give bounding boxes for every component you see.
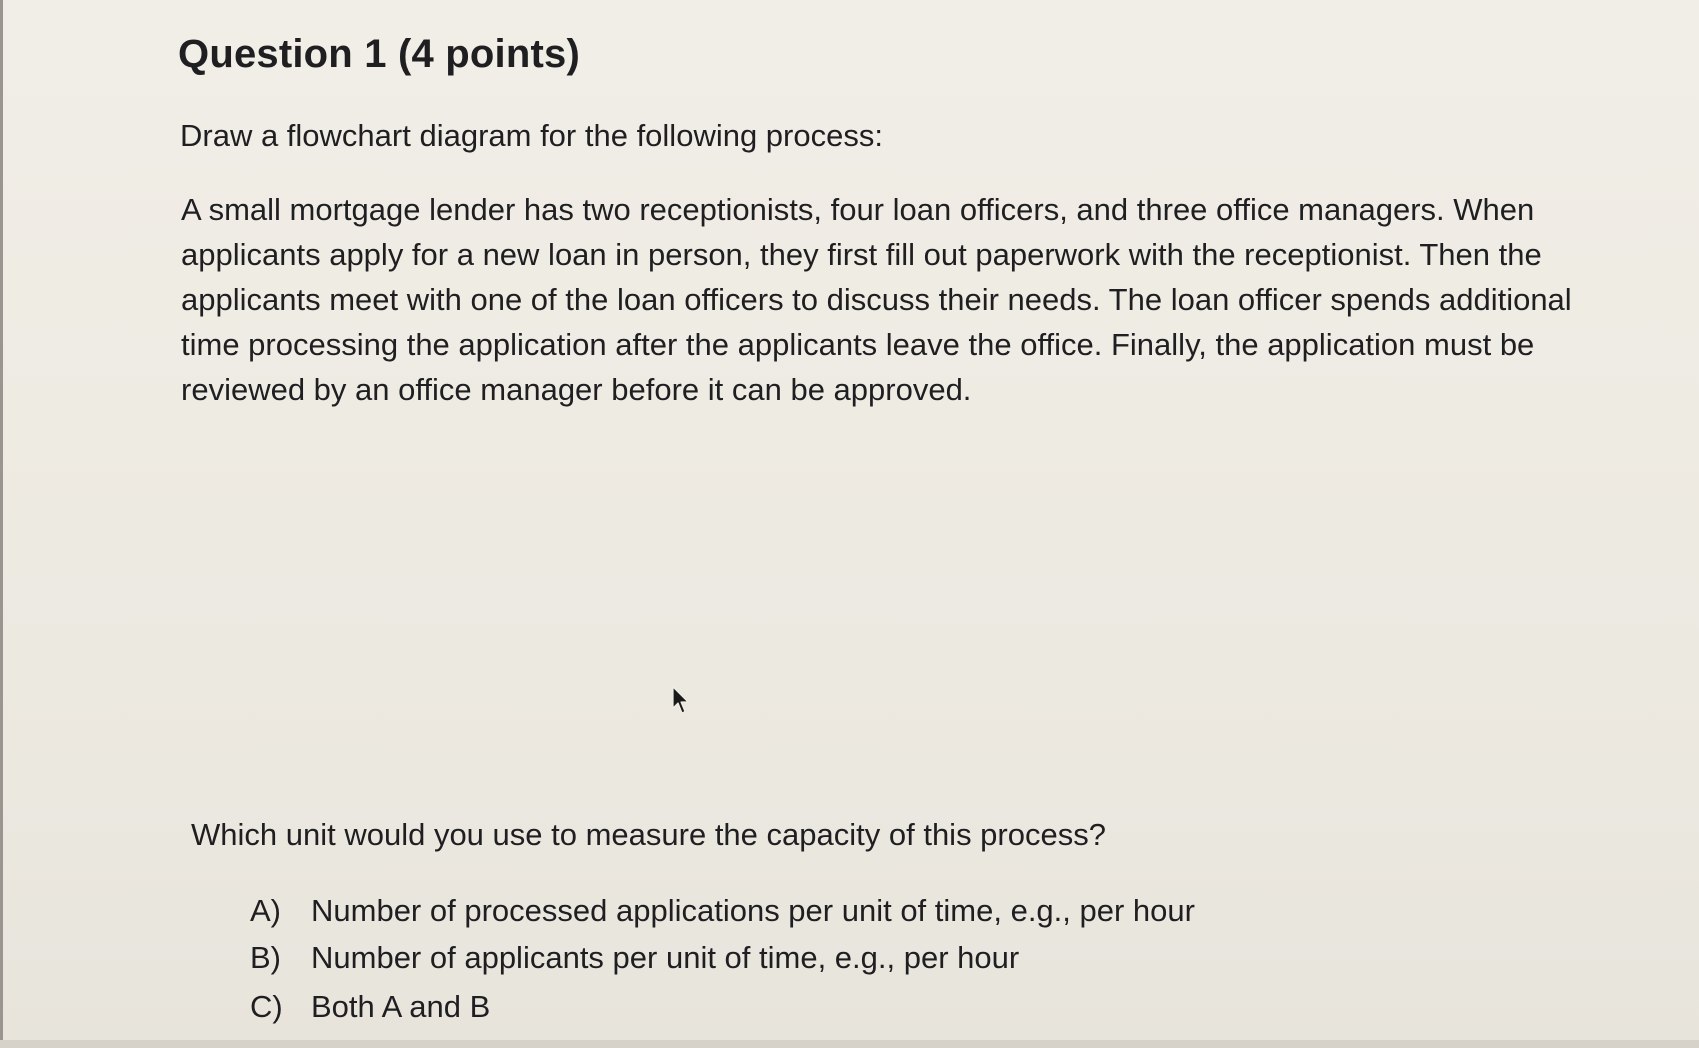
option-c[interactable] bbox=[250, 989, 490, 1025]
process-description: A small mortgage lender has two receptionists, four loan officers, and three office managers. When applicants apply for a new loan in person, they first fill out paperwork with the receptionist. Then the applicants meet with one of the loan officers to discuss their needs. The loan officer spends additional time processing the application after the applicants leave the office. Finally, the application must be reviewed by an office manager before it can be approved. bbox=[181, 192, 1572, 407]
question-prompt: Draw a flowchart diagram for the following process: bbox=[180, 118, 883, 153]
option-a-letter: A) bbox=[250, 893, 281, 928]
option-a-text: Number of processed applications per unit of time, e.g., per hour bbox=[311, 893, 1195, 928]
option-a[interactable] bbox=[250, 893, 1195, 929]
option-c-letter: C) bbox=[250, 989, 283, 1024]
question-title: Question 1 (4 points) bbox=[178, 32, 580, 76]
page-bottom-edge bbox=[0, 1040, 1699, 1048]
option-c-text: Both A and B bbox=[311, 989, 491, 1024]
option-b-text: Number of applicants per unit of time, e.g., per hour bbox=[311, 940, 1020, 975]
page-left-edge bbox=[0, 0, 3, 1048]
option-b-letter: B) bbox=[250, 940, 281, 975]
mouse-pointer-icon bbox=[671, 686, 691, 716]
capacity-question: Which unit would you use to measure the capacity of this process? bbox=[191, 817, 1106, 852]
option-b[interactable] bbox=[250, 940, 1019, 976]
